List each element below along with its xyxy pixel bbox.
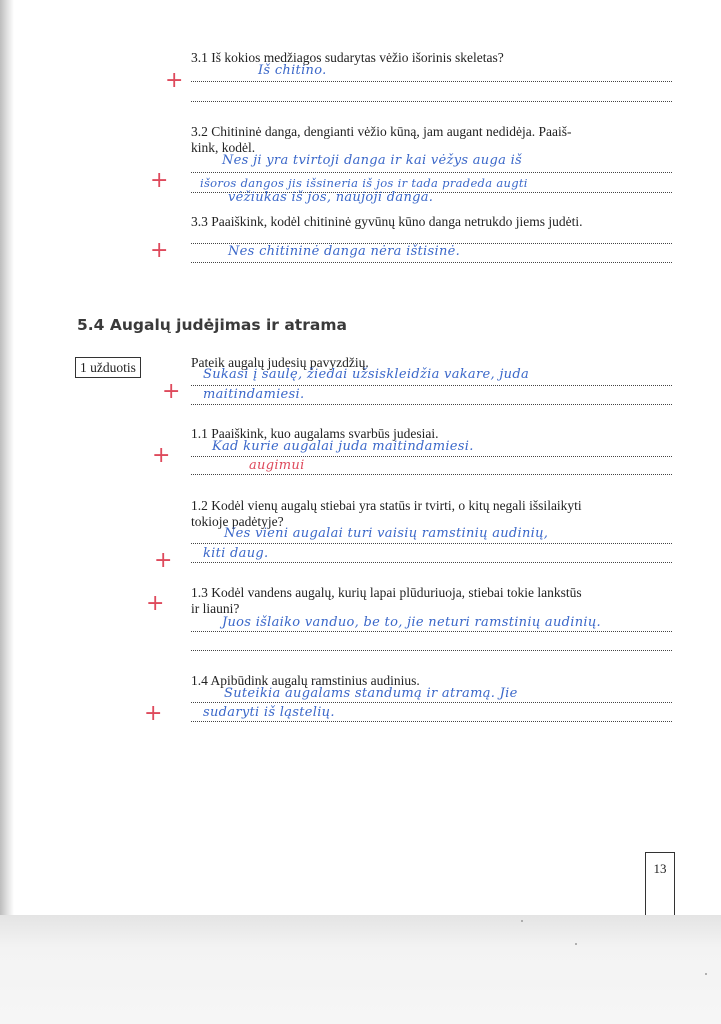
check-mark: + xyxy=(152,443,171,468)
answer-line xyxy=(191,650,672,651)
question-1-2-line1: 1.2 Kodėl vienų augalų stiebai yra statūs ir tvirti, o kitų negali išsilaikyti xyxy=(191,498,582,513)
check-mark: + xyxy=(165,68,184,93)
answer-1-1: Kad kurie augalai juda maitindamiesi. xyxy=(212,439,474,454)
answer-line xyxy=(191,101,672,102)
check-mark: + xyxy=(162,379,181,404)
question-3-2-line1: 3.2 Chitininė danga, dengianti vėžio kūną, jam augant nedidėja. Paaiš- xyxy=(191,124,572,139)
question-1-3-line1: 1.3 Kodėl vandens augalų, kurių lapai plūduriuoja, stiebai tokie lankstūs xyxy=(191,585,582,600)
question-3-2-line2: kink, kodėl. xyxy=(191,140,256,155)
answer-1-4-line1: Suteikia augalams standumą ir atramą. Jie xyxy=(224,686,518,701)
answer-1-2-line2: kiti daug. xyxy=(203,546,269,561)
question-1-1: 1.1 Paaiškink, kuo augalams svarbūs judesiai. xyxy=(191,426,439,441)
task-answer-line1: Sukasi į saulę, žiedai užsiskleidžia vakare, juda xyxy=(203,367,530,382)
check-mark: + xyxy=(154,548,173,573)
answer-line xyxy=(191,702,672,703)
answer-line xyxy=(191,172,672,173)
page-number: 13 xyxy=(653,861,667,876)
question-1-3-line2: ir liauni? xyxy=(191,601,240,616)
task-question: Pateik augalų judesių pavyzdžių. xyxy=(191,355,369,370)
answer-line xyxy=(191,456,672,457)
question-3-3: 3.3 Paaiškink, kodėl chitininė gyvūnų kūno danga netrukdo jiems judėti. xyxy=(191,214,583,229)
answer-3-3: Nes chitininė danga nėra ištisinė. xyxy=(228,244,461,259)
scan-speck xyxy=(705,973,707,975)
answer-line xyxy=(191,631,672,632)
answer-3-2-line1: Nes ji yra tvirtoji danga ir kai vėžys auga iš xyxy=(222,153,523,168)
answer-line xyxy=(191,81,672,82)
answer-line xyxy=(191,543,672,544)
answer-line xyxy=(191,385,672,386)
task-label-box: 1 užduotis xyxy=(75,357,141,378)
answer-line xyxy=(191,262,672,263)
scan-speck xyxy=(575,943,577,945)
answer-3-2-line3: vėžiukas iš jos, naujoji danga. xyxy=(228,190,434,205)
page-number-box xyxy=(645,852,675,915)
question-3-1: 3.1 Iš kokios medžiagos sudarytas vėžio išorinis skeletas? xyxy=(191,50,504,65)
check-mark: + xyxy=(146,591,165,616)
answer-line xyxy=(191,404,672,405)
question-1-4: 1.4 Apibūdink augalų ramstinius audinius. xyxy=(191,673,420,688)
answer-line xyxy=(191,474,672,475)
check-mark: + xyxy=(150,168,169,193)
question-1-2-line2: tokioje padėtyje? xyxy=(191,514,284,529)
scan-background xyxy=(0,915,721,1024)
scan-edge-shadow xyxy=(0,0,14,915)
check-mark: + xyxy=(144,701,163,726)
section-title: 5.4 Augalų judėjimas ir atrama xyxy=(77,316,347,334)
answer-3-1: Iš chitino. xyxy=(258,63,327,78)
teacher-correction: augimui xyxy=(249,458,305,473)
task-answer-line2: maitindamiesi. xyxy=(203,387,305,402)
answer-3-2-line2: išoros dangos jis išsineria iš jos ir tada pradeda augti xyxy=(200,176,528,190)
scan-speck xyxy=(521,920,523,922)
answer-1-2-line1: Nes vieni augalai turi vaisių ramstinių audinių, xyxy=(224,526,549,541)
answer-1-3: Juos išlaiko vanduo, be to, jie neturi ramstinių audinių. xyxy=(222,615,601,630)
check-mark: + xyxy=(150,238,169,263)
answer-line xyxy=(191,562,672,563)
answer-line xyxy=(191,721,672,722)
answer-1-4-line2: sudaryti iš ląstelių. xyxy=(203,705,335,720)
